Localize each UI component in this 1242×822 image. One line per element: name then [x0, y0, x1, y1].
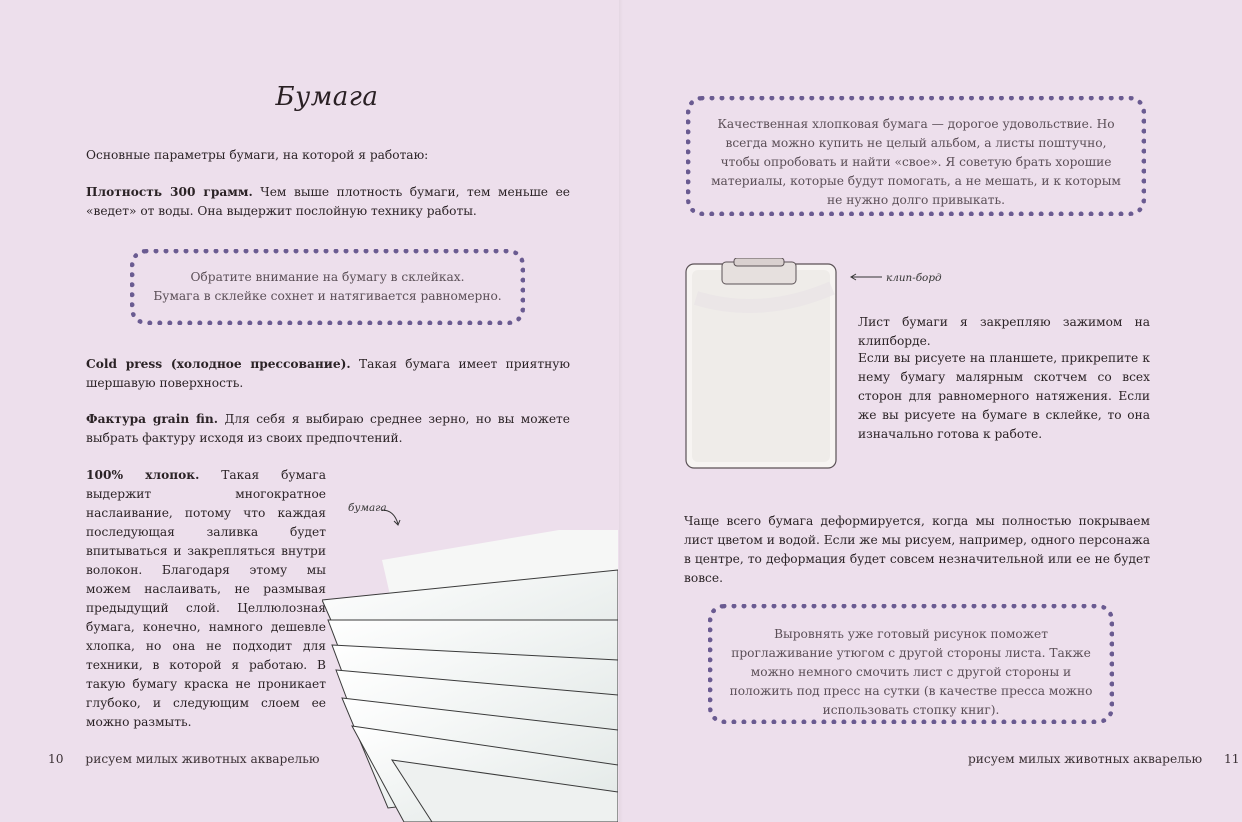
note-box-glued-paper [130, 249, 525, 325]
right-running-title: рисуем милых животных акварелью [968, 752, 1203, 766]
note-text [135, 254, 520, 306]
cotton-body: Такая бумага выдержит многократное наслаивание, потому что каждая последующая заливка будет впитываться и закрепляться внутри волокон. Благодаря этому мы можем наслаивать, не размывая предыдущий слой. Целлюлозная бумага, конечно, намного дешевле хлопка, но она не подходит для техники, в которой я работаю. В такую бумагу краска не проникает глубоко, и следующим слоем ее можно размыть. [86, 468, 326, 729]
note-bottom-text: Выровнять уже готовый рисунок поможет проглаживание утюгом с другой стороны листа. Также можно немного смочить лист с другой стороны и положить под пресс на сутки (в качестве пресса можно использовать стопку книг). [729, 627, 1093, 717]
note-box-cotton-paper [686, 96, 1146, 216]
cold-press-body: Такая бумага имеет приятную шершавую поверхность. [86, 357, 570, 390]
density-body: Чем выше плотность бумаги, тем меньше ее «ведет» от воды. Она выдержит послойную технику работы. [86, 185, 570, 218]
note-box-ironing [708, 604, 1114, 724]
clipboard-paragraph-1: Лист бумаги я закрепляю зажимом на клипборде. [858, 315, 1150, 348]
texture-heading: Фактура grain fin. [86, 412, 218, 426]
right-footer [968, 752, 1240, 766]
paper-stack-illustration [322, 530, 618, 822]
cotton-paragraph [86, 466, 326, 732]
cold-press-heading: Cold press (холодное прессование). [86, 357, 351, 371]
page-title: Бумага [275, 82, 379, 112]
left-running-title: рисуем милых животных акварелью [85, 752, 320, 766]
intro-paragraph: Основные параметры бумаги, на которой я работаю: [86, 148, 429, 162]
deformation-paragraph: Чаще всего бумага деформируется, когда мы полностью покрываем лист цветом и водой. Если же мы рисуем, например, одного персонажа в центре, то деформация будет совсем незначительной или ее не будет вовсе. [684, 514, 1150, 585]
right-page-number: 11 [1224, 752, 1240, 766]
note-line-2: Бумага в склейке сохнет и натягивается равномерно. [153, 289, 502, 303]
cotton-heading: 100% хлопок. [86, 468, 200, 482]
clipboard-illustration [682, 258, 842, 472]
note-top-text: Качественная хлопковая бумага — дорогое удовольствие. Но всегда можно купить не целый альбом, а листы поштучно, чтобы опробовать и найти «свое». Я советую брать хорошие материалы, которые будут помогать, а не мешать, и к которым не нужно долго привыкать. [711, 117, 1121, 207]
density-paragraph [86, 183, 570, 221]
paper-caption: бумага [348, 502, 387, 514]
clipboard-paragraph-2: Если вы рисуете на планшете, прикрепите к нему бумагу малярным скотчем со всех сторон для равномерного натяжения. Если же вы рисуете на бумаге в склейке, то она изначально готова к работе. [858, 351, 1150, 441]
cold-press-paragraph [86, 355, 570, 393]
texture-paragraph [86, 410, 570, 448]
density-heading: Плотность 300 грамм. [86, 185, 253, 199]
clipboard-caption: клип-борд [886, 272, 942, 284]
left-page [0, 0, 620, 822]
paper-caption-arrow-icon [380, 506, 406, 528]
clipboard-caption-arrow-icon [848, 272, 884, 282]
left-page-number: 10 [48, 752, 64, 766]
left-footer [48, 752, 320, 766]
note-line-1: Обратите внимание на бумагу в склейках. [190, 270, 465, 284]
texture-body: Для себя я выбираю среднее зерно, но вы можете выбрать фактуру исходя из своих предпочтений. [86, 412, 570, 445]
